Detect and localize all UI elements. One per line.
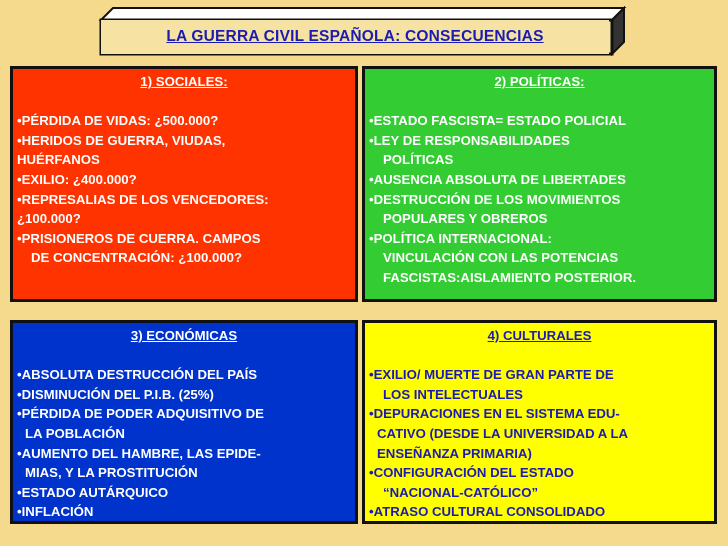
bullet-icon: • (369, 367, 374, 383)
title-banner (96, 6, 632, 56)
bullet-icon: • (17, 191, 22, 207)
bullet-icon: • (369, 113, 374, 129)
list-item: •ATRASO CULTURAL CONSOLIDADO (369, 504, 606, 520)
bullet-icon: • (17, 484, 22, 500)
list-item: •EXILIO/ MUERTE DE GRAN PARTE DE (369, 367, 614, 383)
list-item-continuation: HUÉRFANOS (17, 152, 100, 168)
panel-heading: 3) ECONÓMICAS (130, 328, 238, 343)
bullet-icon: • (369, 171, 374, 187)
bullet-icon: • (17, 445, 22, 461)
list-item-continuation: “NACIONAL-CATÓLICO” (383, 484, 539, 500)
list-item: •PÉRDIDA DE VIDAS: ¿500.000? (17, 113, 219, 129)
list-item-continuation: LA POBLACIÓN (25, 425, 125, 441)
bullet-icon: • (369, 504, 374, 520)
list-item: •REPRESALIAS DE LOS VENCEDORES: (17, 191, 269, 207)
bullet-icon: • (369, 406, 374, 422)
list-item-continuation: ¿100.000? (17, 211, 81, 227)
bullet-icon: • (17, 406, 22, 422)
list-item: •HERIDOS DE GUERRA, VIUDAS, (17, 132, 226, 148)
bullet-icon: • (369, 465, 374, 481)
list-item: •INFLACIÓN (17, 504, 94, 520)
title-face (101, 20, 609, 54)
list-item-continuation: POLÍTICAS (383, 152, 454, 168)
list-item: •LEY DE RESPONSABILIDADES (369, 132, 570, 148)
panel-heading: 4) CULTURALES (487, 328, 592, 343)
list-item-continuation: ENSEÑANZA PRIMARIA) (377, 445, 532, 461)
page-title: LA GUERRA CIVIL ESPAÑOLA: CONSECUENCIAS (166, 28, 544, 45)
list-item: •ESTADO AUTÁRQUICO (17, 484, 169, 500)
list-item-continuation: LOS INTELECTUALES (383, 386, 523, 402)
list-item: •DEPURACIONES EN EL SISTEMA EDU- (369, 406, 620, 422)
bullet-icon: • (17, 171, 22, 187)
bullet-icon: • (17, 367, 22, 383)
list-item: •PRISIONEROS DE CUERRA. CAMPOS (17, 230, 261, 246)
list-item: •POLÍTICA INTERNACIONAL: (369, 230, 552, 246)
panel-politicas (362, 66, 717, 302)
panel-culturales (362, 320, 717, 524)
list-item: •DISMINUCIÓN DEL P.I.B. (25%) (17, 386, 214, 402)
list-item-continuation: VINCULACIÓN CON LAS POTENCIAS (383, 250, 619, 266)
list-item: •PÉRDIDA DE PODER ADQUISITIVO DE (17, 406, 264, 422)
list-item: •AUMENTO DEL HAMBRE, LAS EPIDE- (17, 445, 261, 461)
bullet-icon: • (369, 132, 374, 148)
panel-sociales (10, 66, 358, 302)
list-item-continuation: MIAS, Y LA PROSTITUCIÓN (25, 465, 198, 481)
list-item-continuation: DE CONCENTRACIÓN: ¿100.000? (31, 250, 243, 266)
list-item: •ESTADO FASCISTA= ESTADO POLICIAL (369, 113, 627, 129)
panel-heading: 1) SOCIALES: (140, 74, 228, 89)
panel-heading: 2) POLÍTICAS: (494, 74, 585, 89)
list-item-continuation: POPULARES Y OBREROS (383, 211, 548, 227)
list-item-continuation: CATIVO (DESDE LA UNIVERSIDAD A LA (377, 425, 629, 441)
list-item: •AUSENCIA ABSOLUTA DE LIBERTADES (369, 171, 626, 187)
bullet-icon: • (17, 386, 22, 402)
bullet-icon: • (369, 191, 374, 207)
bullet-icon: • (17, 113, 22, 129)
bullet-icon: • (17, 504, 22, 520)
bullet-icon: • (17, 230, 22, 246)
list-item: •ABSOLUTA DESTRUCCIÓN DEL PAÍS (17, 367, 258, 383)
bullet-icon: • (17, 132, 22, 148)
bullet-icon: • (369, 230, 374, 246)
panel-economicas (10, 320, 358, 524)
list-item-continuation: FASCISTAS:AISLAMIENTO POSTERIOR. (383, 269, 637, 285)
list-item: •CONFIGURACIÓN DEL ESTADO (369, 465, 574, 481)
list-item: •EXILIO: ¿400.000? (17, 171, 137, 187)
list-item: •DESTRUCCIÓN DE LOS MOVIMIENTOS (369, 191, 621, 207)
